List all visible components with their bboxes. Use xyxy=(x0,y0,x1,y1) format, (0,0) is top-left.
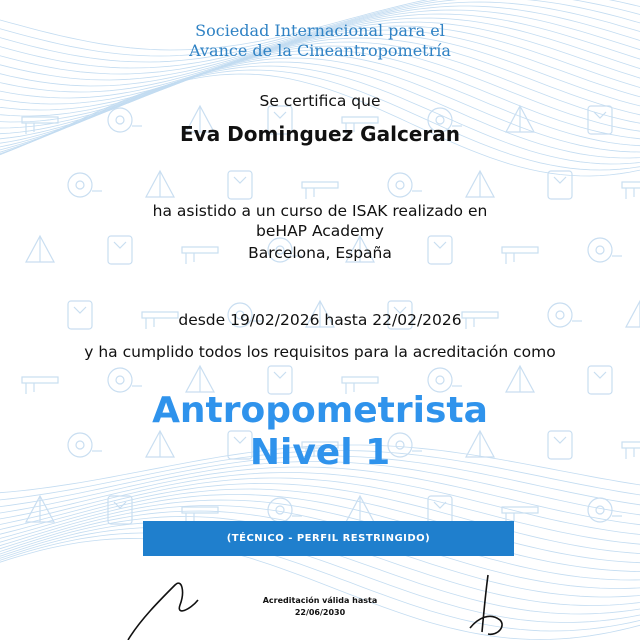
tool-icon-triangle xyxy=(186,366,214,392)
tool-icon-caliper xyxy=(622,182,640,199)
location-line: Barcelona, España xyxy=(248,244,392,262)
org-name-line-1: Sociedad Internacional para el xyxy=(195,21,445,40)
org-name-line-2: Avance de la Cineantropometría xyxy=(189,41,451,60)
accreditation-title-line-2: Nivel 1 xyxy=(249,432,391,473)
signature-right xyxy=(470,575,502,634)
tool-icon-tape xyxy=(428,368,462,392)
accreditation-title-line-1: Antropometrista xyxy=(152,390,488,431)
tool-icon-triangle xyxy=(466,171,494,197)
signature-marks xyxy=(0,560,640,640)
tool-icon-tape xyxy=(108,368,142,392)
tool-icon-tape xyxy=(388,173,422,197)
tool-icon-caliper xyxy=(302,182,338,199)
wave-line xyxy=(0,467,640,526)
recipient-name: Eva Dominguez Galceran xyxy=(180,122,460,146)
tool-icon-triangle xyxy=(506,366,534,392)
venue-line: beHAP Academy xyxy=(256,222,384,240)
tool-icon-tape xyxy=(588,498,622,522)
certify-intro: Se certifica que xyxy=(259,92,381,110)
tool-icon-triangle xyxy=(146,171,174,197)
course-line: ha asistido a un curso de ISAK realizado en xyxy=(152,202,488,220)
validity-date: 22/06/2030 xyxy=(294,608,346,617)
date-range: desde 19/02/2026 hasta 22/02/2026 xyxy=(178,311,462,329)
tool-icon-tape xyxy=(68,173,102,197)
validity-label: Acreditación válida hasta xyxy=(262,596,378,605)
signature-left xyxy=(128,583,198,640)
tool-icon-scale xyxy=(228,171,252,199)
requirements-line: y ha cumplido todos los requisitos para la acreditación como xyxy=(84,343,556,361)
profile-banner: (TÉCNICO - PERFIL RESTRINGIDO) xyxy=(143,521,514,556)
